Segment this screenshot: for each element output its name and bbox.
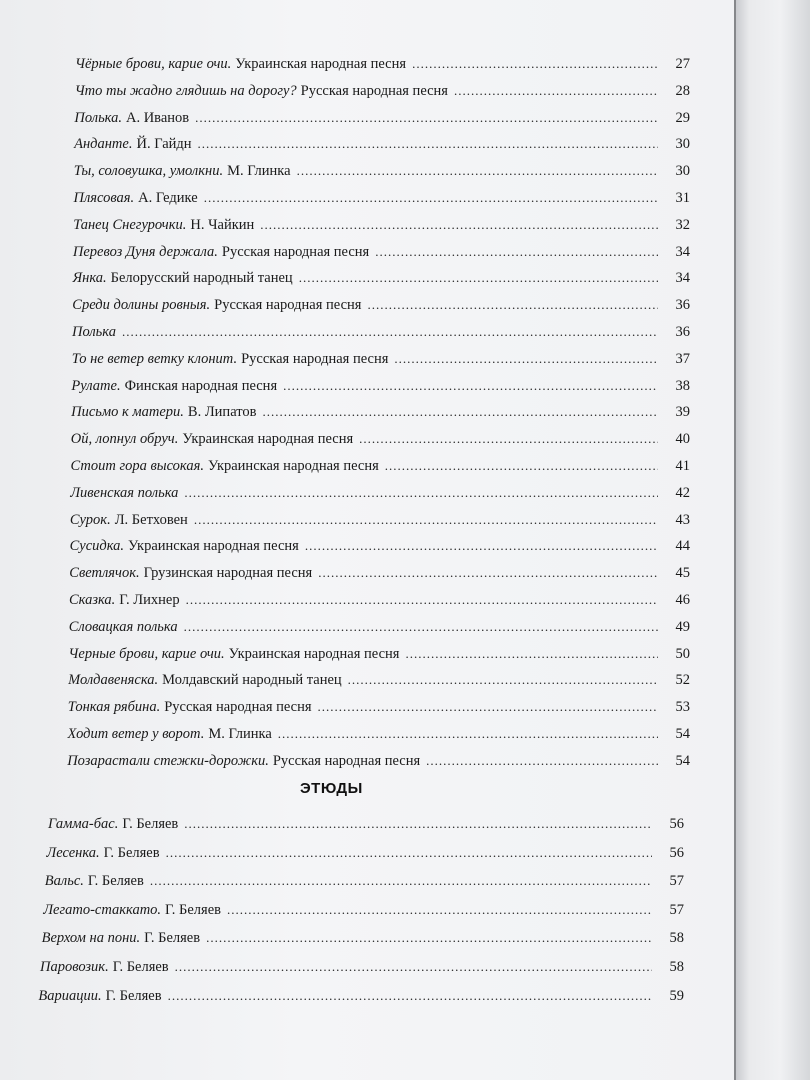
toc-entry-page-number: 49	[675, 618, 690, 635]
toc-entry-composer: Н. Чайкин	[190, 216, 255, 233]
toc-entry	[75, 83, 690, 107]
toc-entry-title: Позарастали стежки-дорожки.	[67, 752, 269, 769]
toc-entry-composer: Белорусский народный танец	[110, 270, 293, 287]
toc-entry-leader-dots	[263, 404, 658, 420]
toc-entry-leader-dots	[394, 351, 658, 367]
toc-entry-leader-dots	[175, 959, 652, 975]
toc-entry	[69, 619, 690, 643]
toc-entry-leader-dots	[227, 902, 652, 918]
toc-entry-page-number: 38	[675, 377, 690, 394]
toc-entry	[70, 512, 690, 536]
toc-entry-composer: Г. Беляев	[112, 959, 169, 975]
toc-entry-title: Сусидка.	[69, 538, 125, 555]
toc-entry-title: Среди долины ровныя.	[72, 297, 211, 314]
toc-entry-leader-dots	[168, 988, 652, 1004]
toc-entry-leader-dots	[150, 873, 652, 889]
toc-entry-composer: А. Гедике	[138, 190, 198, 206]
toc-entry-title: Сурок.	[69, 511, 111, 528]
toc-entry-page-number: 59	[669, 987, 684, 1004]
toc-entry	[73, 244, 690, 268]
toc-entry	[73, 270, 690, 294]
toc-entry-composer: Г. Беляев	[122, 816, 179, 832]
toc-entry	[71, 458, 691, 482]
toc-entry-leader-dots	[348, 672, 658, 688]
toc-entry-leader-dots	[305, 538, 658, 554]
toc-entry-page-number: 30	[675, 163, 690, 180]
toc-entry-title: Светлячок.	[69, 565, 140, 582]
toc-entry-page-number: 30	[675, 136, 690, 153]
toc-entry-page-number: 53	[675, 699, 690, 716]
toc-entry-leader-dots	[166, 845, 652, 861]
toc-entry-page-number: 54	[675, 726, 690, 742]
toc-entry-leader-dots	[283, 378, 658, 394]
toc-entry-composer: Г. Беляев	[87, 873, 144, 890]
toc-entry-composer: Л. Бетховен	[114, 511, 188, 528]
toc-entry-page-number: 42	[675, 484, 690, 501]
toc-entry-page-number: 56	[669, 816, 684, 832]
toc-entry-leader-dots	[195, 110, 658, 126]
toc-entry-composer: Г. Беляев	[103, 844, 160, 861]
toc-entry-page-number: 56	[669, 844, 684, 861]
toc-entry	[38, 988, 684, 1012]
toc-entry-composer: Украинская народная песня	[182, 431, 354, 448]
toc-entry-page-number: 45	[675, 565, 690, 582]
toc-entry-composer: М. Глинка	[208, 726, 272, 742]
toc-entry-title: Словацкая полька	[68, 618, 178, 635]
toc-entry-page-number: 36	[675, 297, 690, 314]
toc-entry	[74, 190, 691, 214]
toc-entry	[68, 646, 690, 670]
toc-entry	[48, 816, 684, 840]
toc-entry-page-number: 50	[675, 645, 690, 662]
toc-entry-title: Янка.	[72, 270, 107, 287]
toc-entry-page-number: 40	[675, 431, 690, 448]
toc-entry	[67, 753, 690, 777]
toc-entry-page-number: 58	[669, 930, 684, 947]
toc-entry-composer: Г. Беляев	[144, 930, 201, 947]
toc-entry-composer: Русская народная песня	[300, 82, 448, 99]
toc-entry-composer: Русская народная песня	[164, 699, 312, 716]
toc-entry-page-number: 31	[675, 190, 690, 206]
toc-entry	[40, 959, 684, 983]
toc-entry-leader-dots	[198, 136, 658, 152]
toc-entry-title: Черные брови, карие очи.	[68, 645, 225, 662]
toc-entry-leader-dots	[318, 565, 658, 581]
toc-entry-page-number: 44	[675, 538, 690, 555]
toc-entry-leader-dots	[299, 270, 658, 286]
toc-entry	[72, 351, 690, 375]
toc-entry-leader-dots	[385, 458, 658, 474]
toc-entry-leader-dots	[318, 699, 658, 715]
toc-entry-page-number: 39	[675, 404, 690, 421]
toc-entry-leader-dots	[184, 485, 658, 501]
toc-entry-composer: Украинская народная песня	[228, 645, 400, 662]
toc-entry-composer: Русская народная песня	[214, 297, 362, 314]
toc-entry-page-number: 58	[669, 959, 684, 975]
toc-entry-composer: Украинская народная песня	[128, 538, 299, 555]
toc-entry-leader-dots	[359, 431, 658, 447]
toc-entry	[75, 56, 690, 80]
toc-entry-leader-dots	[260, 217, 658, 233]
toc-entry-composer: Украинская народная песня	[235, 56, 407, 72]
toc-entry-title: Рулате.	[71, 377, 121, 394]
toc-entry-page-number: 37	[675, 350, 690, 367]
toc-entry-leader-dots	[278, 726, 658, 742]
toc-entry	[70, 538, 690, 562]
toc-entry-composer: Финская народная песня	[124, 377, 278, 394]
toc-entry-title: Плясовая.	[73, 190, 135, 206]
toc-entry-page-number: 27	[675, 56, 690, 72]
toc-entry-page-number: 57	[669, 901, 684, 918]
toc-entry-title: Лесенка.	[46, 844, 100, 861]
toc-entry	[70, 485, 690, 509]
toc-entry-title: Танец Снегурочки.	[73, 216, 187, 233]
toc-entry-leader-dots	[186, 592, 658, 608]
toc-entry-title: Чёрные брови, карие очи.	[75, 56, 232, 72]
toc-entry-composer: Русская народная песня	[221, 243, 370, 260]
toc-entry-leader-dots	[194, 512, 658, 528]
toc-entry-title: Сказка.	[69, 592, 116, 608]
toc-entry	[74, 136, 690, 160]
toc-entry-title: Тонкая рябина.	[67, 699, 161, 716]
toc-entry-page-number: 32	[675, 216, 690, 233]
toc-entry	[42, 930, 684, 954]
toc-entry-leader-dots	[184, 619, 658, 635]
toc-entry-leader-dots	[204, 190, 658, 206]
toc-entry-composer: Русская народная песня	[241, 350, 389, 367]
toc-entry-page-number: 34	[675, 270, 690, 287]
toc-entry-composer: Украинская народная песня	[207, 458, 379, 474]
toc-entry-composer: В. Липатов	[187, 404, 257, 421]
toc-entry-composer: Русская народная песня	[272, 752, 421, 769]
toc-entry	[72, 324, 690, 348]
toc-entry-composer: М. Глинка	[227, 163, 291, 180]
toc-entry-title: Анданте.	[74, 136, 133, 153]
toc-entry-title: Ой, лопнул обруч.	[70, 431, 179, 448]
toc-entry-title: Стоит гора высокая.	[70, 458, 204, 474]
toc-entry-page-number: 43	[675, 511, 690, 528]
toc-entry	[43, 902, 684, 926]
toc-entry-title: Полька	[72, 324, 116, 340]
toc-entry-composer: Г. Беляев	[165, 901, 221, 918]
toc-entry-leader-dots	[375, 244, 658, 260]
section-heading-etudes: ЭТЮДЫ	[300, 780, 363, 797]
toc-entry	[69, 565, 690, 589]
toc-entry-page-number: 46	[675, 592, 690, 608]
toc-entry-page-number: 54	[675, 752, 690, 769]
toc-entry-composer: Грузинская народная песня	[143, 565, 313, 582]
toc-entry-composer: Молдавский народный танец	[162, 672, 342, 689]
toc-entry-leader-dots	[184, 816, 652, 832]
toc-entry-leader-dots	[122, 324, 658, 340]
toc-entry-title: Перевоз Дуня держала.	[72, 243, 218, 260]
toc-entry	[71, 404, 690, 428]
toc-entry-page-number: 28	[675, 82, 690, 99]
toc-entry	[68, 672, 690, 696]
toc-entry-title: То не ветер ветку клонит.	[71, 350, 238, 367]
toc-entry-title: Гамма-бас.	[48, 816, 119, 832]
toc-entry	[46, 845, 684, 869]
toc-entry-title: Вариации.	[38, 987, 102, 1004]
toc-entry	[71, 378, 690, 402]
toc-entry	[68, 699, 690, 723]
toc-entry-page-number: 41	[675, 458, 690, 474]
toc-entry-title: Легато-стаккато.	[43, 901, 162, 918]
toc-entry-leader-dots	[412, 56, 658, 72]
toc-entry	[74, 110, 690, 134]
toc-entry-page-number: 36	[675, 324, 690, 340]
toc-entry-title: Что ты жадно глядишь на дорогу?	[74, 82, 297, 99]
toc-entry-leader-dots	[367, 297, 658, 313]
toc-entry-title: Полька.	[74, 109, 122, 126]
toc-entry	[71, 431, 690, 455]
toc-entry-leader-dots	[405, 646, 658, 662]
toc-entry-composer: Г. Лихнер	[119, 592, 180, 608]
toc-entry-title: Ходит ветер у ворот.	[67, 726, 205, 742]
toc-entry-leader-dots	[454, 83, 658, 99]
toc-entry	[45, 873, 684, 897]
toc-entry-title: Письмо к матери.	[71, 404, 184, 421]
toc-entry-title: Ты, соловушка, умолкни.	[73, 163, 224, 180]
toc-entry-title: Паровозик.	[40, 959, 109, 975]
toc-entry	[69, 592, 690, 616]
toc-entry-page-number: 52	[675, 672, 690, 689]
toc-entry	[68, 726, 691, 750]
toc-entry-title: Вальс.	[44, 873, 84, 890]
toc-entry	[72, 297, 690, 321]
toc-entry-leader-dots	[297, 163, 658, 179]
next-page-edge	[736, 0, 810, 1080]
toc-entry-page-number: 57	[669, 873, 684, 890]
toc-entry-leader-dots	[206, 930, 652, 946]
toc-entry-leader-dots	[426, 753, 658, 769]
toc-entry-page-number: 34	[675, 243, 690, 260]
toc-entry-composer: Г. Беляев	[105, 987, 162, 1004]
toc-entry-composer: Й. Гайдн	[136, 136, 192, 153]
toc-entry-composer: А. Иванов	[125, 109, 190, 126]
toc-entry	[74, 163, 690, 187]
toc-entry	[73, 217, 690, 241]
toc-entry-title: Молдавеняска.	[68, 672, 159, 689]
toc-entry-title: Ливенская полька	[70, 484, 179, 501]
toc-entry-title: Верхом на пони.	[41, 930, 141, 947]
toc-entry-page-number: 29	[675, 109, 690, 126]
